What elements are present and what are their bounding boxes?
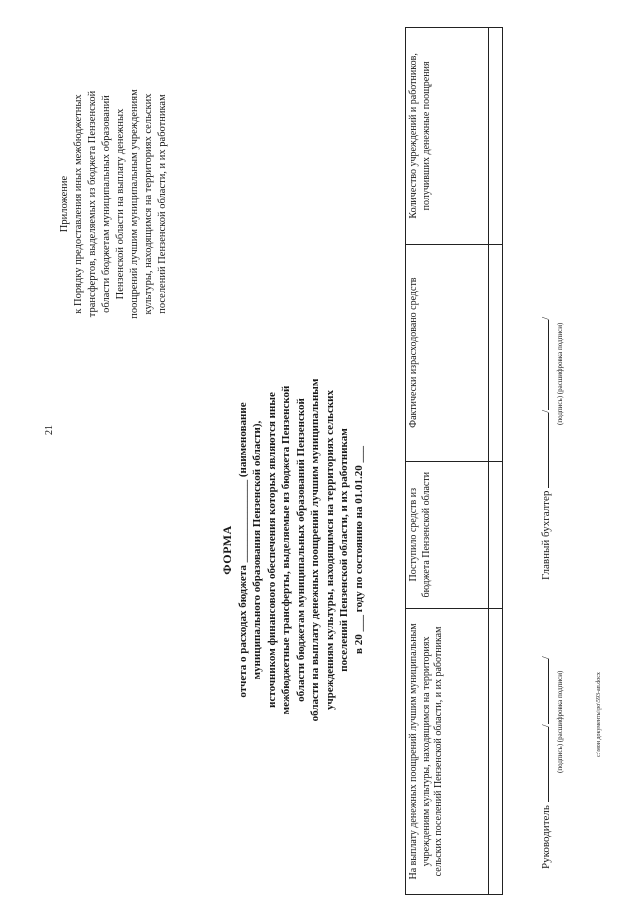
file-path: c:\мои документы\ро\593-ап.docx	[596, 672, 602, 757]
form-title	[220, 290, 366, 810]
accountant-signature-field[interactable]	[538, 413, 549, 488]
form-title-line: источником финансового обеспечения которых являются иные	[265, 392, 278, 708]
form-title-line: муниципального образования Пензенской области),	[251, 420, 263, 680]
table-header-cell: Фактически израсходовано средств	[406, 244, 489, 461]
accountant-name-field[interactable]	[538, 320, 549, 410]
table-header-cell: Поступило средств из бюджета Пензенской области	[406, 461, 489, 608]
report-table	[405, 27, 503, 895]
table-cell[interactable]	[488, 461, 502, 608]
form-title-line: области бюджетам муниципальных образований Пензенской	[294, 398, 307, 702]
signature-separator: /	[540, 656, 552, 660]
appendix-block	[58, 29, 170, 379]
head-signature-line	[538, 656, 552, 869]
form-title-line: в 20 ___ году по состоянию на 01.01.20 ___	[352, 446, 365, 654]
accountant-signature-caption: (подпись) (расшифровка подписи)	[556, 322, 564, 425]
form-title-line: межбюджетные трансферты, выделяемые из бюджета Пензенской	[280, 385, 292, 715]
table-header-cell: Количество учреждений и работников, получивших денежные поощрения	[406, 28, 489, 245]
head-signature-caption: (подпись) (расшифровка подписи)	[556, 670, 564, 773]
appendix-line: Пензенской области на выплату денежных	[115, 108, 126, 300]
form-heading: ФОРМА	[220, 525, 234, 575]
signature-separator: /	[540, 409, 552, 413]
table-cell[interactable]	[488, 244, 502, 461]
appendix-line: культуры, находящимся на территориях сельских	[143, 93, 154, 315]
appendix-line: трансфертов, выделяемых из бюджета Пензенской	[87, 90, 98, 318]
table-cell[interactable]	[488, 28, 502, 245]
head-label: Руководитель	[540, 805, 552, 869]
head-signature-field[interactable]	[538, 727, 549, 802]
table-header-cell: На выплату денежных поощрений лучшим муниципальным учреждениям культуры, находящимся на территориях сельских поселений Пензенской области, и их работникам	[406, 608, 489, 894]
page-number: 21	[44, 425, 55, 435]
appendix-line: Приложение	[59, 175, 70, 233]
appendix-line: поселений Пензенской области, и их работникам	[157, 94, 168, 314]
accountant-label: Главный бухгалтер	[540, 490, 552, 580]
form-title-line: учреждениям культуры, находящимся на территориях сельских	[323, 389, 336, 711]
table-row	[488, 28, 502, 895]
appendix-line: к Порядку предоставления иных межбюджетных	[73, 94, 84, 314]
appendix-line: области бюджетам муниципальных образований	[101, 95, 112, 313]
form-title-line: отчета о расходах бюджета _______________ (наименование	[236, 402, 249, 698]
signature-separator: /	[540, 316, 552, 320]
form-title-line: поселений Пензенской области, и их работникам	[338, 428, 350, 672]
signature-separator: /	[540, 724, 552, 728]
form-title-line: области на выплату денежных поощрений лучшим муниципальным	[309, 378, 321, 722]
accountant-signature-line	[538, 317, 552, 580]
head-name-field[interactable]	[538, 659, 549, 724]
table-header-row	[406, 28, 489, 895]
appendix-line: поощрений лучшим муниципальным учреждениям	[129, 89, 140, 319]
table-cell[interactable]	[488, 608, 502, 894]
